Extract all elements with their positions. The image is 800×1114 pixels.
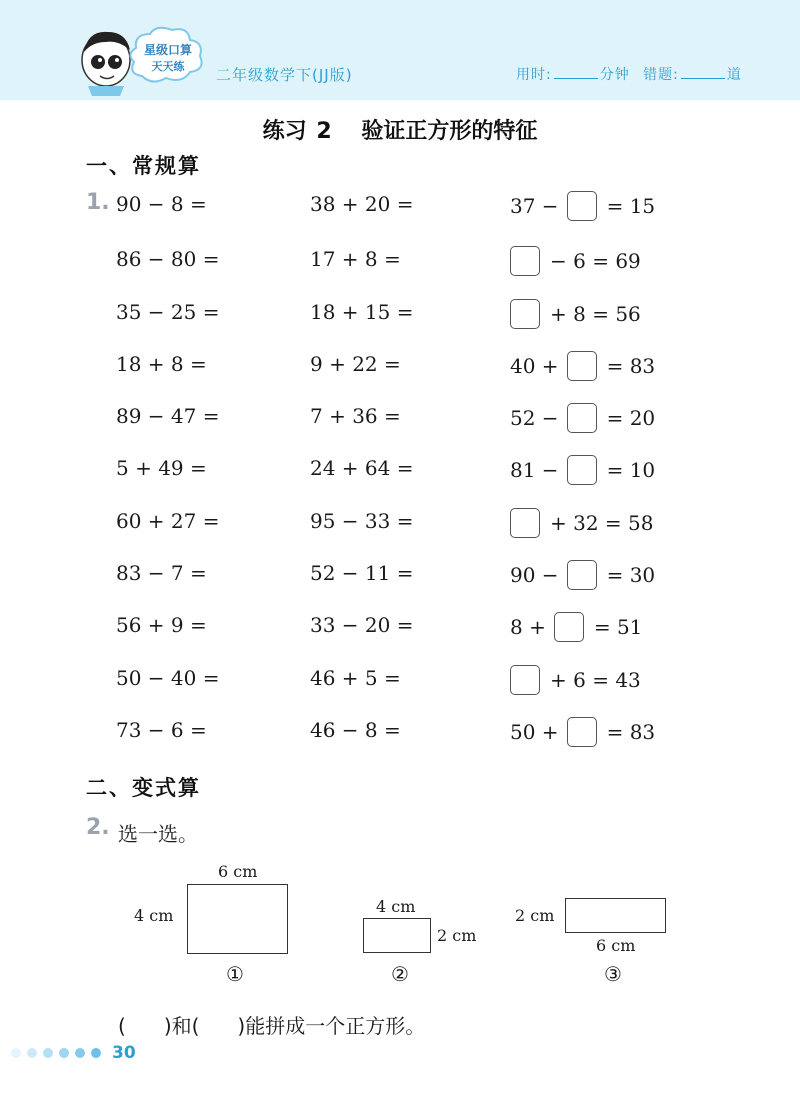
- shape-1-height-label: 4 cm: [134, 906, 174, 925]
- col3-post: + 6 = 43: [550, 667, 641, 692]
- col2-problem: 52 − 11 =: [310, 561, 414, 585]
- col1-problem: 56 + 9 =: [116, 613, 207, 637]
- question-1-number: 1.: [86, 190, 110, 215]
- col1-problem: 50 − 40 =: [116, 666, 220, 690]
- answer-box[interactable]: [567, 455, 597, 485]
- col2-problem: 95 − 33 =: [310, 509, 414, 533]
- col2-problem: 24 + 64 =: [310, 456, 414, 480]
- col3-pre: 81 −: [510, 457, 559, 482]
- col3-post: = 83: [606, 719, 656, 744]
- answer-box[interactable]: [510, 246, 540, 276]
- col3-post: = 51: [593, 614, 643, 639]
- shape-2-rectangle: [363, 918, 431, 953]
- answer-mid: )和(: [163, 1014, 200, 1038]
- shape-3-marker: ③: [604, 962, 622, 986]
- page-number: 30: [112, 1043, 136, 1063]
- col1-problem: 18 + 8 =: [116, 352, 207, 376]
- question-2-prompt: 选一选。: [118, 822, 198, 846]
- col3-problem: [510, 296, 641, 328]
- col3-post: = 30: [606, 562, 656, 587]
- col3-problem: [510, 348, 655, 380]
- answer-end: )能拼成一个正方形。: [237, 1014, 426, 1038]
- col3-pre: 52 −: [510, 405, 559, 430]
- title-number: 2: [316, 119, 332, 144]
- errors-unit: 道: [726, 67, 742, 83]
- col3-post: + 8 = 56: [550, 301, 641, 326]
- exercise-title: [0, 114, 800, 145]
- question-2-number: 2.: [86, 815, 110, 840]
- col3-post: = 10: [606, 457, 656, 482]
- answer-box[interactable]: [510, 665, 540, 695]
- col3-pre: 90 −: [510, 562, 559, 587]
- col1-problem: 86 − 80 =: [116, 247, 220, 271]
- col3-pre: 8 +: [510, 614, 546, 639]
- col3-post: = 15: [606, 193, 656, 218]
- col2-problem: 46 − 8 =: [310, 718, 401, 742]
- answer-open: (: [118, 1014, 126, 1038]
- col3-problem: [510, 557, 655, 589]
- logo-line-2: 天天练: [151, 60, 185, 73]
- col3-problem: [510, 662, 641, 694]
- answer-box[interactable]: [567, 560, 597, 590]
- col3-pre: 50 +: [510, 719, 559, 744]
- answer-box[interactable]: [567, 351, 597, 381]
- section-1-title: 一、常规算: [86, 154, 201, 178]
- col3-problem: [510, 609, 642, 641]
- col3-pre: 40 +: [510, 353, 559, 378]
- col3-problem: [510, 188, 655, 220]
- col2-problem: 7 + 36 =: [310, 404, 401, 428]
- section-2-title: 二、变式算: [86, 776, 201, 800]
- col2-problem: 46 + 5 =: [310, 666, 401, 690]
- logo-line-1: 星级口算: [143, 43, 193, 57]
- answer-line: [118, 1010, 425, 1039]
- col3-problem: [510, 243, 641, 275]
- col1-problem: 83 − 7 =: [116, 561, 207, 585]
- answer-box[interactable]: [567, 191, 597, 221]
- col2-problem: 9 + 22 =: [310, 352, 401, 376]
- col3-pre: 37 −: [510, 193, 559, 218]
- shape-2-marker: ②: [391, 962, 409, 986]
- shape-2-width-label: 4 cm: [376, 897, 416, 916]
- col3-post: = 83: [606, 353, 656, 378]
- col3-post: + 32 = 58: [550, 510, 654, 535]
- answer-box[interactable]: [510, 508, 540, 538]
- col3-post: = 20: [606, 405, 656, 430]
- mascot-logo: [78, 20, 228, 98]
- col1-problem: 89 − 47 =: [116, 404, 220, 428]
- shape-1-rectangle: [187, 884, 288, 954]
- answer-box[interactable]: [554, 612, 584, 642]
- shape-3-height-label: 2 cm: [515, 906, 555, 925]
- col2-problem: 33 − 20 =: [310, 613, 414, 637]
- col2-problem: 17 + 8 =: [310, 247, 401, 271]
- title-prefix: 练习: [262, 119, 307, 144]
- col3-post: − 6 = 69: [550, 248, 641, 273]
- shape-1-width-label: 6 cm: [218, 862, 258, 881]
- time-blank[interactable]: [554, 66, 598, 79]
- col1-problem: 90 − 8 =: [116, 192, 207, 216]
- col3-problem: [510, 400, 655, 432]
- col2-problem: 18 + 15 =: [310, 300, 414, 324]
- shape-3-width-label: 6 cm: [596, 936, 636, 955]
- shape-2-height-label: 2 cm: [437, 926, 477, 945]
- answer-box[interactable]: [567, 717, 597, 747]
- answer-box[interactable]: [510, 299, 540, 329]
- col1-problem: 35 − 25 =: [116, 300, 220, 324]
- book-title: 二年级数学下(JJ版): [216, 66, 353, 84]
- answer-box[interactable]: [567, 403, 597, 433]
- time-unit: 分钟: [599, 67, 630, 83]
- time-and-errors: [516, 64, 742, 84]
- col1-problem: 5 + 49 =: [116, 456, 207, 480]
- col1-problem: 60 + 27 =: [116, 509, 220, 533]
- col3-problem: [510, 505, 654, 537]
- col3-problem: [510, 452, 655, 484]
- col1-problem: 73 − 6 =: [116, 718, 207, 742]
- title-text: 验证正方形的特征: [361, 119, 538, 144]
- time-label: 用时:: [516, 67, 552, 83]
- footer-dots: [10, 1046, 110, 1060]
- col3-problem: [510, 714, 655, 746]
- col2-problem: 38 + 20 =: [310, 192, 414, 216]
- errors-blank[interactable]: [681, 66, 725, 79]
- shape-3-rectangle: [565, 898, 666, 933]
- errors-label: 错题:: [643, 67, 679, 83]
- shape-1-marker: ①: [226, 962, 244, 986]
